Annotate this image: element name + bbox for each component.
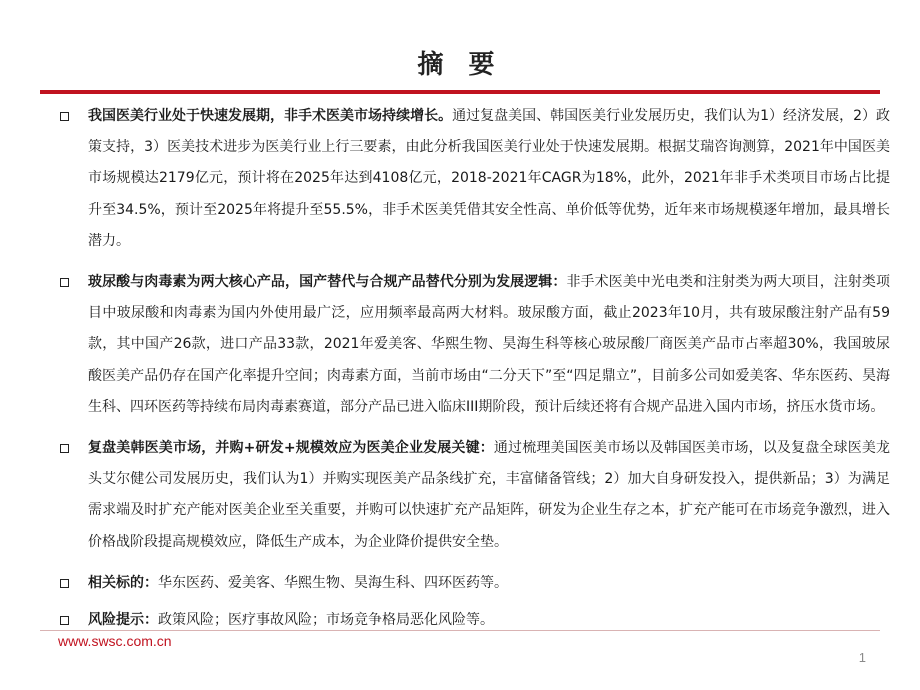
page-number: 1 — [858, 650, 866, 665]
page-title: 摘 要 — [417, 50, 503, 80]
item-lead: 风险提示： — [88, 612, 158, 629]
footer-website-link[interactable]: www.swsc.com.cn — [58, 633, 172, 649]
item-lead: 相关标的： — [88, 574, 158, 591]
summary-item-related-stocks — [58, 568, 890, 599]
checkbox-bullet-icon — [60, 112, 69, 121]
checkbox-bullet-icon — [60, 444, 69, 453]
checkbox-bullet-icon — [60, 616, 69, 625]
title-divider — [40, 90, 880, 94]
item-body: 非手术医美中光电类和注射类为两大项目，注射类项目中玻尿酸和肉毒素为国内外使用最广泛，应用频率最高两大材料。玻尿酸方面，截止2023年10月，共有玻尿酸注射产品有59款，其中国产26款，进口产品33款，2021年爱美客、华熙生物、昊海生科等核心玻尿酸厂商医美产品市占率超30%，我国玻尿酸医美产品仍存在国产化率提升空间；肉毒素方面，当前市场由“二分天下”至“四足鼎立”，目前多公司如爱美客、华东医药、昊海生科、四环医药等持续布局肉毒素赛道，部分产品已进入临床III期阶段，预计后续还将有合规产品进入国内市场，挤压水货市场。 — [88, 274, 891, 415]
item-body: 政策风险；医疗事故风险；市场竞争格局恶化风险等。 — [158, 612, 494, 629]
item-body: 华东医药、爱美客、华熙生物、昊海生科、四环医药等。 — [158, 574, 508, 591]
item-lead: 我国医美行业处于快速发展期，非手术医美市场持续增长。 — [88, 108, 453, 124]
item-lead: 玻尿酸与肉毒素为两大核心产品，国产替代与合规产品替代分别为发展逻辑： — [88, 274, 567, 291]
summary-item-risk — [58, 605, 890, 636]
checkbox-bullet-icon — [60, 579, 69, 588]
summary-list — [58, 101, 890, 642]
checkbox-bullet-icon — [60, 278, 69, 287]
summary-item-development-keys — [58, 433, 890, 558]
summary-item-core-products — [58, 267, 890, 423]
item-lead: 复盘美韩医美市场，并购+研发+规模效应为医美企业发展关键： — [88, 440, 494, 457]
item-body: 通过梳理美国医美市场以及韩国医美市场，以及复盘全球医美龙头艾尔健公司发展历史，我们认为1）并购实现医美产品条线扩充，丰富储备管线；2）加大自身研发投入，提供新品；3）为满足需求端及时扩充产能对医美企业至关重要，并购可以快速扩充产品矩阵，研发为企业生存之本，扩充产能可在市场竞争激烈，进入价格战阶段提高规模效应，降低生产成本，为企业降价提供安全垫。 — [88, 440, 891, 550]
summary-item-industry — [58, 101, 890, 257]
item-body: 通过复盘美国、韩国医美行业发展历史，我们认为1）经济发展，2）政策支持，3）医美技术进步为医美行业上行三要素，由此分析我国医美行业处于快速发展期。根据艾瑞咨询测算，2021年中国医美市场规模达2179亿元，预计将在2025年达到4108亿元，2018-2021年CAGR为18%，此外，2021年非手术类项目市场占比提升至34.5%，预计至2025年将提升至55.5%，非手术医美凭借其安全性高、单价低等优势，近年来市场规模逐年增加，最具增长潜力。 — [88, 108, 890, 249]
